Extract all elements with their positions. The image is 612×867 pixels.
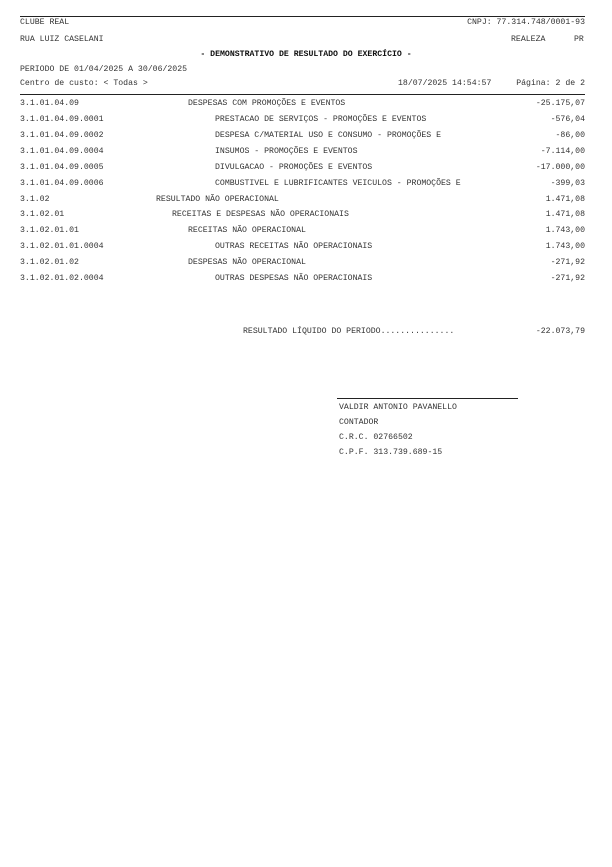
page-number: Página: 2 de 2 — [516, 79, 585, 88]
account-code: 3.1.02.01 — [20, 210, 65, 219]
account-description: DESPESA C/MATERIAL USO E CONSUMO - PROMOÇÕES E — [215, 131, 442, 140]
account-description: DESPESAS COM PROMOÇÕES E EVENTOS — [188, 99, 346, 108]
account-code: 3.1.02.01.01.0004 — [20, 242, 104, 251]
account-value: 1.471,08 — [545, 210, 585, 219]
account-value: -7.114,00 — [540, 147, 585, 156]
account-code: 3.1.01.04.09.0001 — [20, 115, 104, 124]
net-result-label: RESULTADO LÍQUIDO DO PERIODO............... — [243, 327, 455, 336]
account-description: OUTRAS RECEITAS NÃO OPERACIONAIS — [215, 242, 373, 251]
account-code: 3.1.01.04.09 — [20, 99, 79, 108]
account-value: -576,04 — [550, 115, 585, 124]
signer-name: VALDIR ANTONIO PAVANELLO — [339, 403, 457, 412]
account-description: RESULTADO NÃO OPERACIONAL — [156, 195, 279, 204]
account-description: COMBUSTIVEL E LUBRIFICANTES VEICULOS - PROMOÇÕES E — [215, 179, 461, 188]
account-value: 1.471,08 — [545, 195, 585, 204]
account-code: 3.1.02.01.01 — [20, 226, 79, 235]
account-value: -25.175,07 — [535, 99, 585, 108]
account-value: 1.743,00 — [545, 242, 585, 251]
account-description: DESPESAS NÃO OPERACIONAL — [188, 258, 306, 267]
account-value: 1.743,00 — [545, 226, 585, 235]
account-code: 3.1.01.04.09.0005 — [20, 163, 104, 172]
header-rule — [20, 94, 585, 95]
account-description: PRESTACAO DE SERVIÇOS - PROMOÇÕES E EVENTOS — [215, 115, 427, 124]
account-description: RECEITAS NÃO OPERACIONAL — [188, 226, 306, 235]
account-code: 3.1.01.04.09.0004 — [20, 147, 104, 156]
account-description: INSUMOS - PROMOÇÕES E EVENTOS — [215, 147, 358, 156]
report-title: - DEMONSTRATIVO DE RESULTADO DO EXERCÍCIO - — [200, 50, 412, 59]
cost-center: Centro de custo: < Todas > — [20, 79, 148, 88]
account-value: -399,03 — [550, 179, 585, 188]
net-result-value: -22.073,79 — [535, 327, 585, 336]
account-value: -17.000,00 — [535, 163, 585, 172]
top-rule — [20, 16, 585, 17]
address: RUA LUIZ CASELANI — [20, 35, 104, 44]
signer-crc: C.R.C. 02766502 — [339, 433, 413, 442]
account-description: OUTRAS DESPESAS NÃO OPERACIONAIS — [215, 274, 373, 283]
account-value: -271,92 — [550, 258, 585, 267]
account-code: 3.1.01.04.09.0002 — [20, 131, 104, 140]
signer-role: CONTADOR — [339, 418, 379, 427]
signer-cpf: C.P.F. 313.739.689-15 — [339, 448, 443, 457]
account-code: 3.1.01.04.09.0006 — [20, 179, 104, 188]
account-description: RECEITAS E DESPESAS NÃO OPERACIONAIS — [172, 210, 349, 219]
account-code: 3.1.02 — [20, 195, 50, 204]
company-name: CLUBE REAL — [20, 18, 70, 27]
account-value: -86,00 — [555, 131, 585, 140]
signature-line — [337, 398, 518, 399]
print-datetime: 18/07/2025 14:54:57 — [398, 79, 492, 88]
account-value: -271,92 — [550, 274, 585, 283]
account-description: DIVULGACAO - PROMOÇÕES E EVENTOS — [215, 163, 373, 172]
period: PERIODO DE 01/04/2025 A 30/06/2025 — [20, 65, 188, 74]
city: REALEZA — [511, 35, 546, 44]
account-code: 3.1.02.01.02 — [20, 258, 79, 267]
cnpj: CNPJ: 77.314.748/0001-93 — [467, 18, 585, 27]
state: PR — [574, 35, 584, 44]
account-code: 3.1.02.01.02.0004 — [20, 274, 104, 283]
